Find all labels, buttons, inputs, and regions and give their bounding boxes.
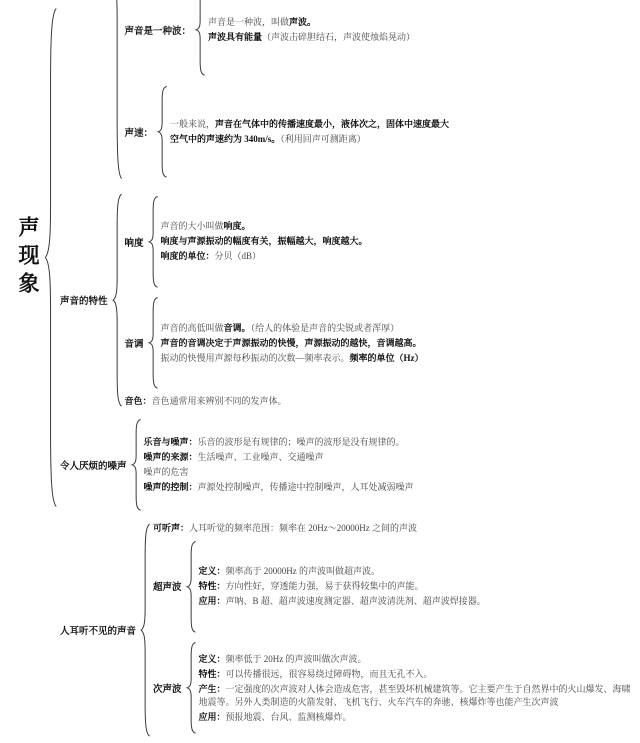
bold-text-seg: 频率的单位（Hz） [349, 352, 424, 363]
bold-text-seg: 产生： [198, 683, 226, 694]
branch-node [58, 0, 634, 183]
branch-node [123, 295, 634, 391]
text-seg: 声音的大小叫做 [160, 221, 224, 231]
text-line [159, 337, 634, 350]
text-line [197, 565, 634, 578]
text-line [159, 220, 634, 233]
branch-children [159, 219, 634, 264]
brace-icon [112, 0, 123, 181]
text-line [168, 133, 634, 146]
bold-text-seg: 空气中的声速约为 340m/s。 [170, 133, 281, 144]
text-seg: 人耳听觉的频率范围：频率在 20Hz～20000Hz 之间的声波 [189, 522, 418, 533]
root-children [58, 0, 636, 743]
text-line [142, 436, 634, 449]
text-line [197, 683, 634, 709]
brace-icon [157, 86, 168, 178]
text-line [142, 481, 634, 494]
branch-label: 声音是一种波： [124, 27, 192, 38]
branch-node [58, 191, 634, 409]
branch-children [197, 652, 634, 725]
brace-icon [186, 541, 197, 633]
brace-icon [186, 642, 197, 734]
bold-text-seg: 特性： [198, 580, 226, 591]
bold-text-seg: 响度与声源振动的幅度有关，振幅越大，响度越大。 [160, 236, 368, 246]
text-seg: （声波击碎胆结石，声波使烛焰晃动） [262, 32, 416, 43]
bold-text-seg: 乐音与噪声： [143, 436, 198, 447]
brace-icon [131, 419, 142, 511]
text-seg: （利用回声可测距离） [280, 133, 366, 144]
branch-children [206, 15, 634, 45]
text-line [142, 451, 634, 464]
branch-children [123, 191, 634, 409]
branch-node [123, 0, 634, 78]
section-label: 令人厌烦的噪声 [60, 461, 127, 472]
text-seg: 一定强度的次声波对人体会造成危害，甚至毁坏机械建筑等。它主要产生于自然界中的火山爆发、海啸地震等。另外人类制造的火箭发射、飞机飞行、火车汽车的奔驰、核爆炸等也能产生次声波 [198, 683, 631, 707]
text-seg: 噪声的危害 [143, 466, 189, 477]
bold-text-seg: 声音在气体中的传播速度最小，液体次之，固体中速度最大 [215, 118, 450, 129]
branch-children [151, 521, 634, 739]
bold-text-seg: 响度的单位： [160, 251, 215, 261]
text-line [197, 580, 634, 593]
brace-icon [140, 523, 151, 737]
bold-text-seg: 声波。 [289, 17, 317, 28]
branch-label: 超声波 [153, 583, 182, 594]
branch-children [168, 117, 634, 147]
bold-text-seg: 应用： [198, 711, 226, 722]
bold-text-seg: 定义： [198, 565, 226, 576]
branch-node [58, 521, 634, 739]
branch-children [159, 321, 634, 366]
text-seg: 乐音的波形是有规律的；噪声的波形是没有规律的。 [197, 436, 405, 447]
text-seg: 声呐、B 超、超声波速度测定器、超声波清洗剂、超声波焊接器。 [225, 595, 486, 606]
text-line [151, 522, 634, 535]
brace-icon [195, 0, 206, 76]
bold-text-seg: 响度。 [223, 221, 251, 231]
bold-text-seg: 声波具有能量 [208, 32, 263, 43]
branch-node [123, 84, 634, 180]
text-line [197, 595, 634, 608]
text-line [159, 250, 634, 263]
text-seg: 声音的高低叫做 [160, 322, 224, 333]
text-seg: 音色通常用来辨别不同的发声体。 [151, 395, 287, 406]
bold-text-seg: 可听声： [153, 522, 190, 533]
branch-children [123, 0, 634, 183]
text-line [123, 395, 634, 408]
text-seg: 频率高于 20000Hz 的声波叫做超声波。 [225, 565, 381, 576]
brace-icon [148, 196, 159, 288]
text-line [142, 466, 634, 479]
branch-label: 次声波 [153, 685, 182, 696]
bold-text-seg: 定义： [198, 653, 226, 664]
text-seg: 方向性好，穿透能力强，易于获得较集中的声能。 [225, 580, 424, 591]
text-seg: 声源处控制噪声，传播途中控制噪声，人耳处减弱噪声 [197, 481, 414, 492]
text-line [159, 235, 634, 248]
branch-node [151, 640, 634, 736]
bold-text-seg: 音调。 [223, 322, 251, 333]
branch-children [142, 435, 634, 495]
text-line [197, 711, 634, 724]
text-line [206, 31, 634, 44]
text-seg: 生活噪声、工业噪声、交通噪声 [197, 451, 324, 462]
text-line [168, 118, 634, 131]
text-seg: 一般来说， [170, 118, 216, 129]
bold-text-seg: 噪声的来源： [143, 451, 198, 462]
text-seg: 频率低于 20Hz 的声波叫做次声波。 [225, 653, 367, 664]
text-line [159, 322, 634, 335]
text-seg: （给人的体验是声音的尖锐或者浑厚） [250, 322, 400, 333]
text-seg: 振动的快慢用声源每秒振动的次数—频率表示。 [160, 352, 350, 363]
bold-text-seg: 应用： [198, 595, 226, 606]
branch-label: 声速： [124, 128, 154, 139]
text-seg: 可以传播很远，很容易绕过障碍物，而且无孔不入。 [225, 668, 433, 679]
bold-text-seg: 音色： [124, 395, 152, 406]
root-brace-icon [44, 6, 58, 509]
bold-text-seg: 特性： [198, 668, 226, 679]
text-line [159, 352, 634, 365]
text-seg: 预报地震、台风、监测核爆炸。 [225, 711, 352, 722]
text-seg: 声音是一种波，叫做 [208, 17, 290, 28]
brace-icon [148, 297, 159, 389]
brace-icon [112, 193, 123, 407]
branch-label: 音调 [124, 340, 144, 351]
text-seg: 分贝（dB） [214, 251, 262, 261]
text-line [197, 668, 634, 681]
bold-text-seg: 声音的音调决定于声源振动的快慢，声源振动的越快，音调越高。 [160, 337, 422, 348]
section-label: 声音的特性 [60, 296, 108, 307]
branch-node [123, 194, 634, 290]
branch-node [151, 539, 634, 635]
branch-label: 响度 [124, 238, 144, 249]
branch-children [197, 564, 634, 609]
text-line [197, 653, 634, 666]
root-title: 声现象 [16, 215, 40, 300]
branch-node [58, 417, 634, 513]
text-line [206, 16, 634, 29]
section-label: 人耳听不见的声音 [60, 626, 137, 637]
bold-text-seg: 噪声的控制： [143, 481, 198, 492]
